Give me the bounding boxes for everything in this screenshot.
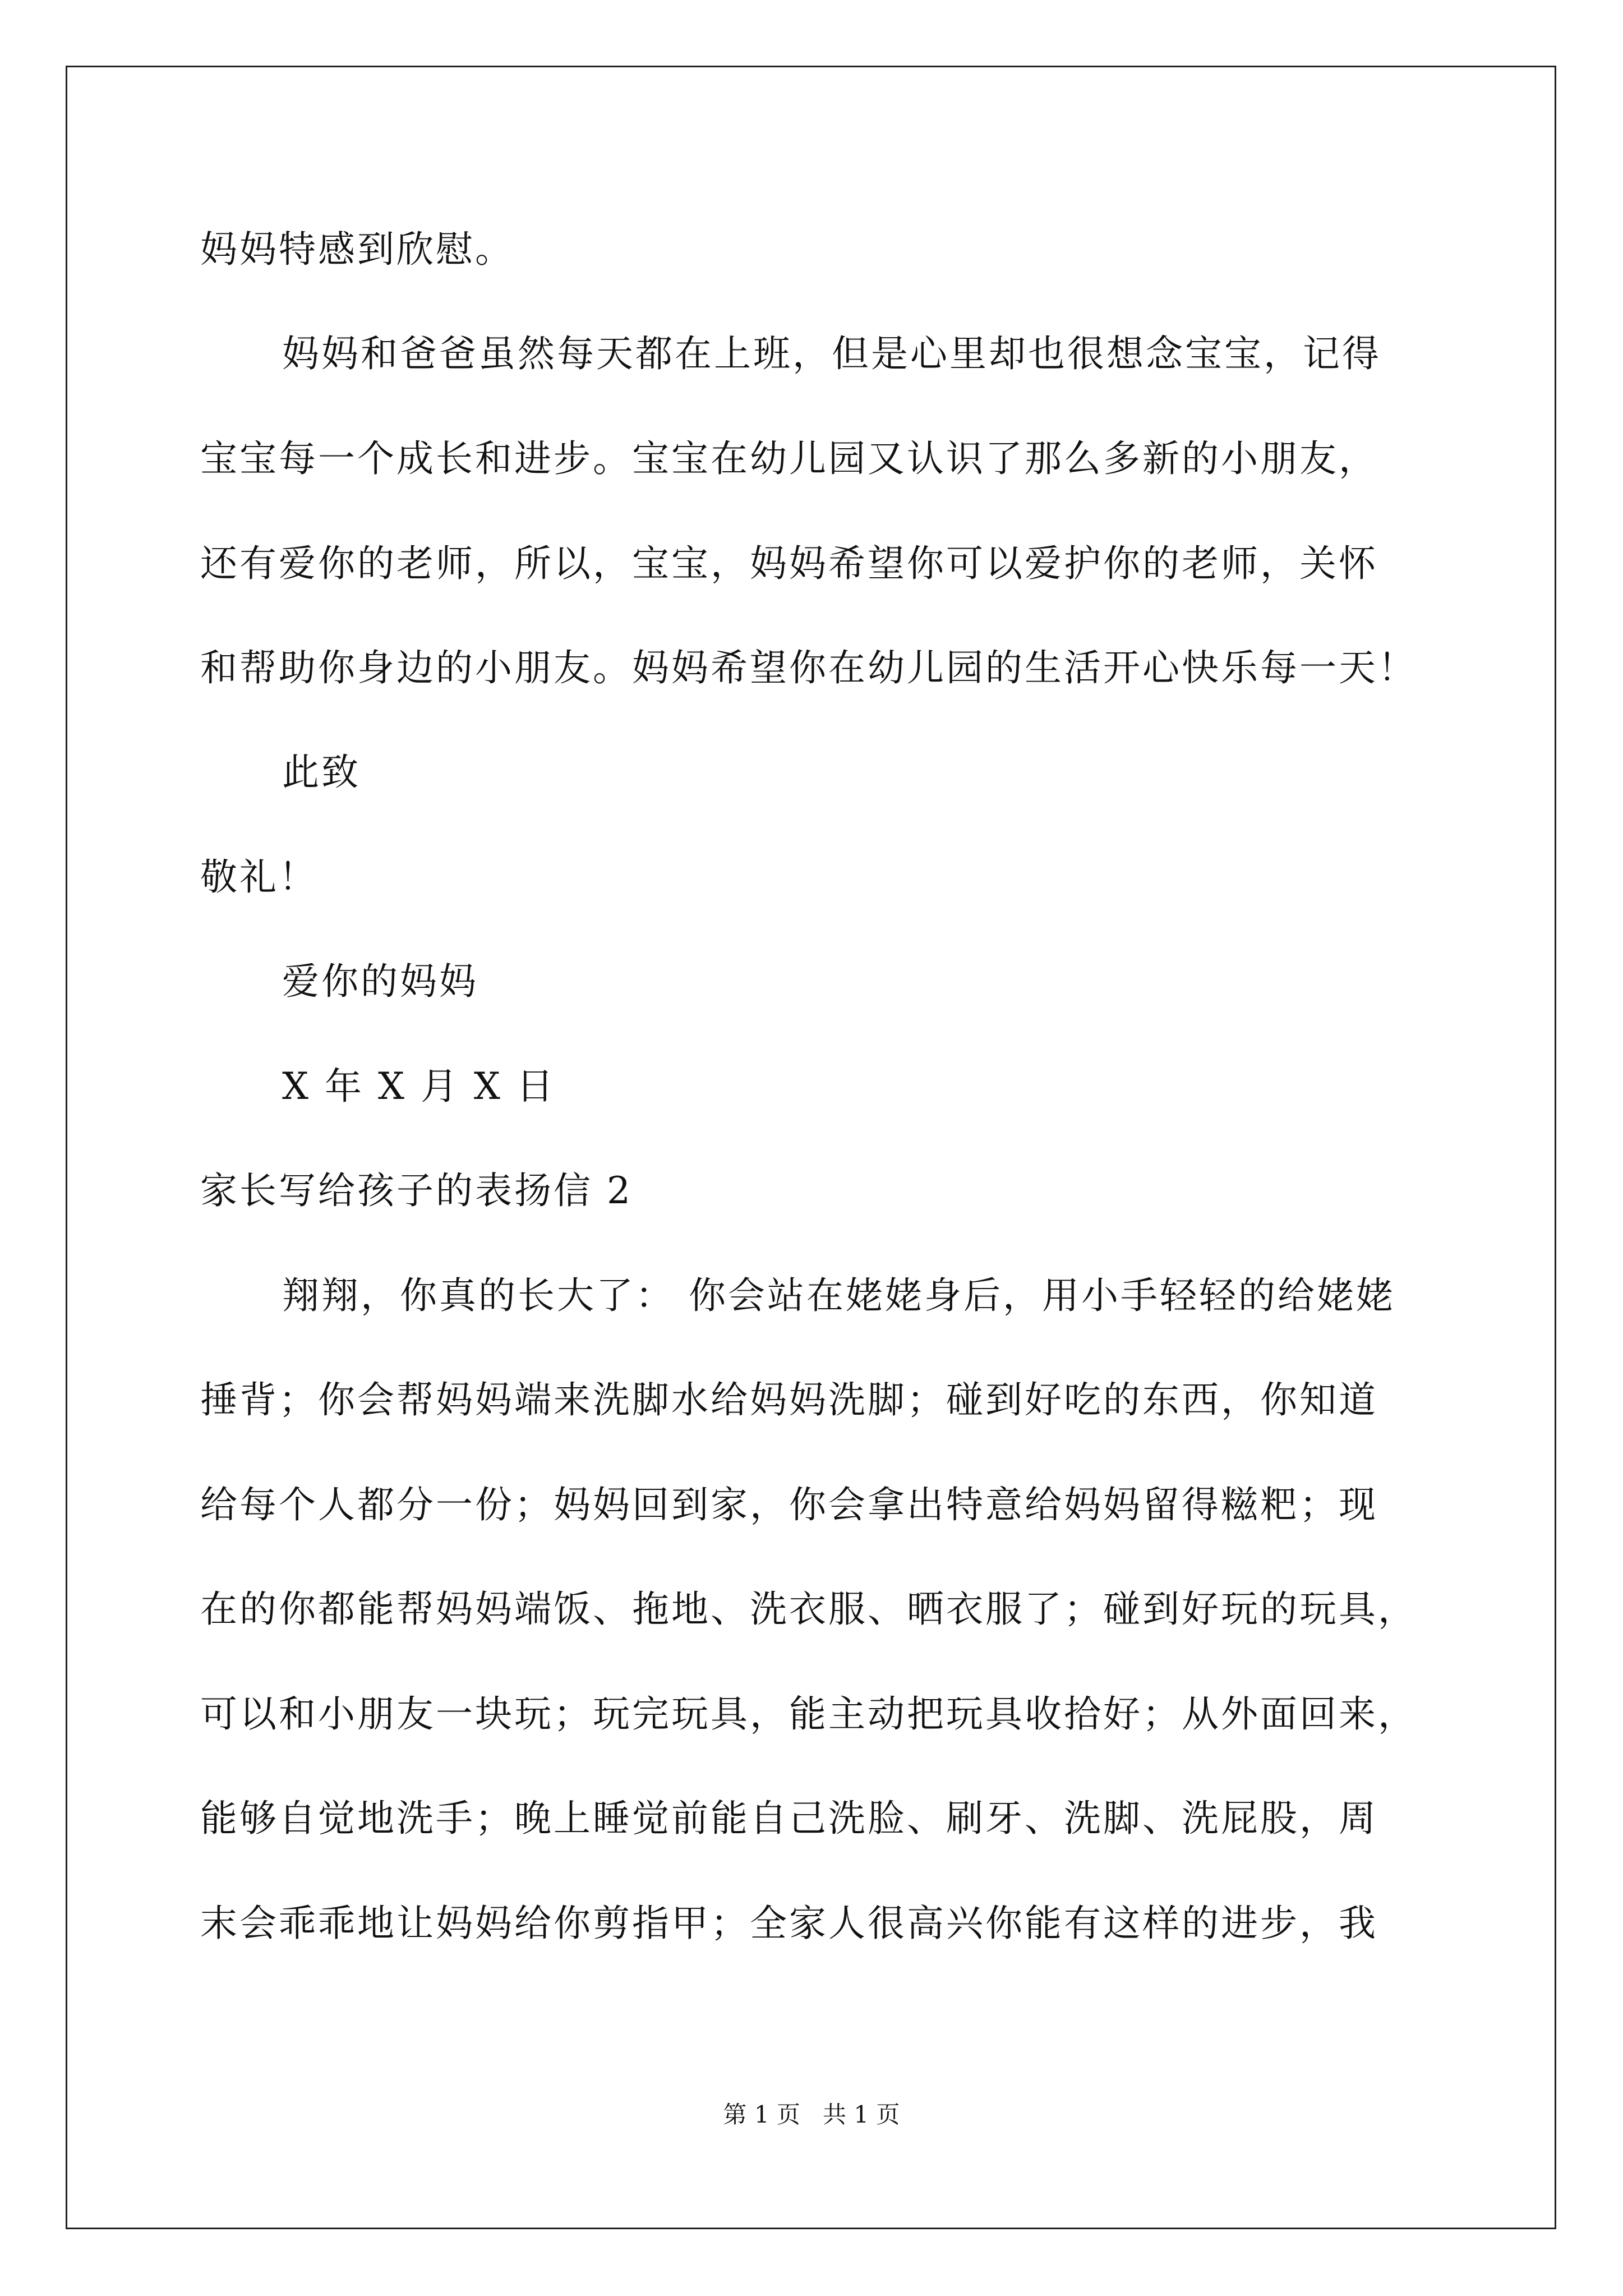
date-line: X 年 X 月 X 日 [282, 1065, 556, 1108]
section-heading: 家长写给孩子的表扬信 2 [200, 1169, 633, 1212]
text-line: 宝宝每一个成长和进步。宝宝在幼儿园又认识了那么多新的小朋友， [200, 437, 1378, 480]
text-line: 捶背；你会帮妈妈端来洗脚水给妈妈洗脚；碰到好吃的东西，你知道 [200, 1378, 1378, 1421]
text-line: 还有爱你的老师，所以，宝宝，妈妈希望你可以爱护你的老师，关怀 [200, 542, 1378, 585]
salutation: 此致 [282, 751, 361, 794]
text-line: 和帮助你身边的小朋友。妈妈希望你在幼儿园的生活开心快乐每一天！ [200, 646, 1417, 689]
page-footer: 第 1 页 共 1 页 [723, 2101, 900, 2128]
signature: 爱你的妈妈 [282, 960, 478, 1003]
text-line: 翔翔，你真的长大了： 你会站在姥姥身后，用小手轻轻的给姥姥 [282, 1274, 1395, 1317]
text-line: 可以和小朋友一块玩；玩完玩具，能主动把玩具收拾好；从外面回来， [200, 1692, 1417, 1736]
text-line: 末会乖乖地让妈妈给你剪指甲；全家人很高兴你能有这样的进步，我 [200, 1902, 1378, 1945]
text-line: 给每个人都分一份；妈妈回到家，你会拿出特意给妈妈留得糍粑；现 [200, 1483, 1378, 1526]
text-line: 能够自觉地洗手；晚上睡觉前能自己洗脸、刷牙、洗脚、洗屁股，周 [200, 1797, 1378, 1840]
text-line: 妈妈和爸爸虽然每天都在上班，但是心里却也很想念宝宝，记得 [282, 332, 1381, 375]
text-line: 在的你都能帮妈妈端饭、拖地、洗衣服、晒衣服了；碰到好玩的玩具， [200, 1588, 1417, 1631]
closing: 敬礼！ [200, 855, 318, 899]
text-line: 妈妈特感到欣慰。 [200, 228, 514, 271]
